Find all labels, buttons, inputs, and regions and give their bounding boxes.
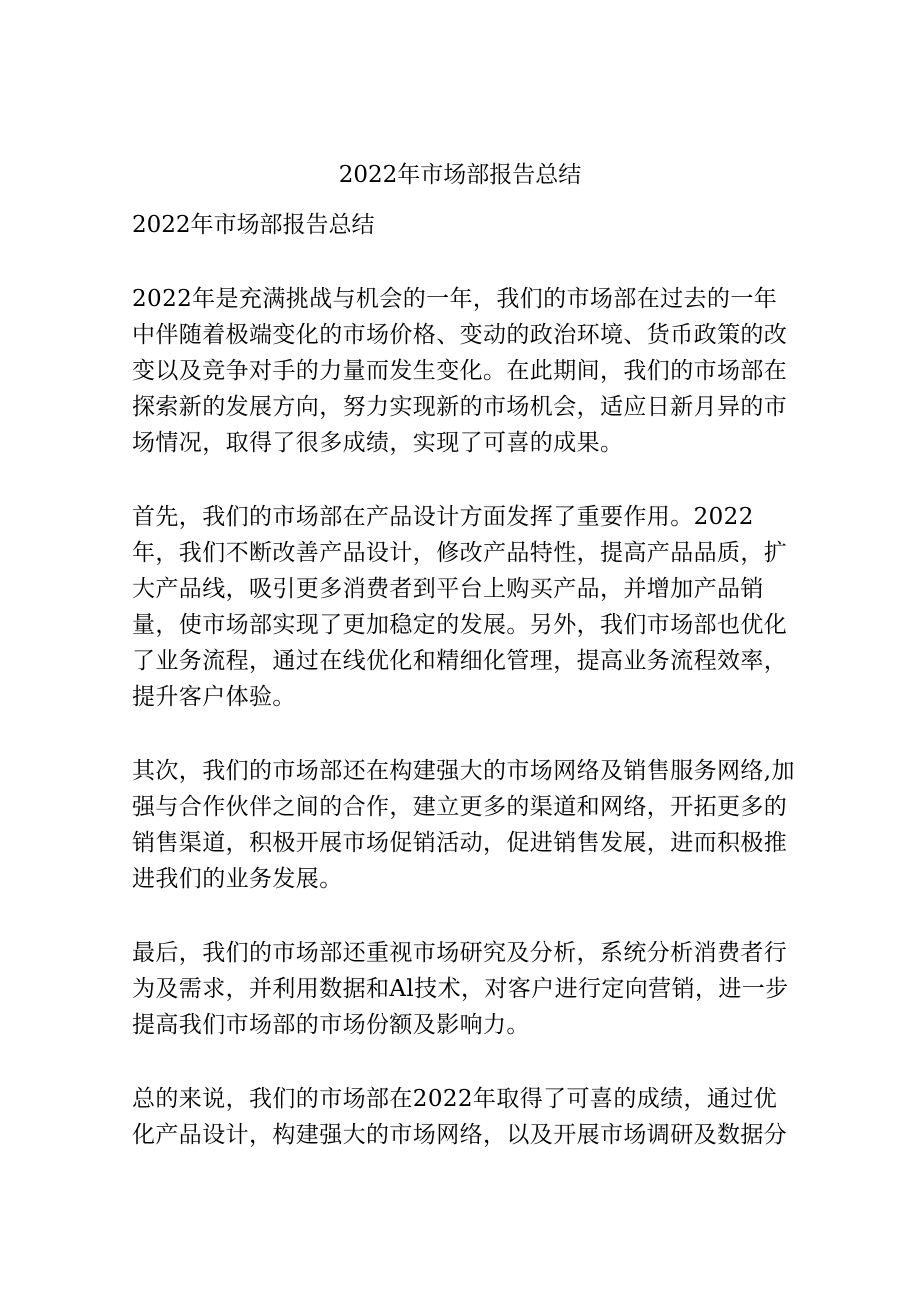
document-body <box>132 207 796 1153</box>
paragraph-summary: 总的来说，我们的市场部在2022年取得了可喜的成绩，通过优化产品设计，构建强大的市场网络，以及开展市场调研及数据分 <box>132 1086 788 1148</box>
document-title: 2022年市场部报告总结 <box>338 162 582 188</box>
paragraph-intro: 2022年是充满挑战与机会的一年，我们的市场部在过去的一年中伴随着极端变化的市场价格、变动的政治环境、货币政策的改变以及竞争对手的力量而发生变化。在此期间，我们的市场部在探索新的发展方向，努力实现新的市场机会，适应日新月异的市场情况，取得了很多成绩，实现了可喜的成果。 <box>132 286 788 456</box>
paragraph-market-research: 最后，我们的市场部还重视市场研究及分析，系统分析消费者行为及需求，并利用数据和Al技术，对客户进行定向营销，进一步提高我们市场部的市场份额及影响力。 <box>132 940 789 1038</box>
paragraph-product-design: 首先，我们的市场部在产品设计方面发挥了重要作用。2022年，我们不断改善产品设计，修改产品特性，提高产品品质，扩大产品线，吸引更多消费者到平台上购买产品，并增加产品销量，使市场部实现了更加稳定的发展。另外，我们市场部也优化了业务流程，通过在线优化和精细化管理，提高业务流程效率，提升客户体验。 <box>132 504 788 710</box>
paragraph-market-network: 其次，我们的市场部还在构建强大的市场网络及销售服务网络,加强与合作伙伴之间的合作，建立更多的渠道和网络，开拓更多的销售渠道，积极开展市场促销活动，促进销售发展，进而积极推进我们的业务发展。 <box>132 758 795 892</box>
document-subtitle: 2022年市场部报告总结 <box>132 212 375 238</box>
